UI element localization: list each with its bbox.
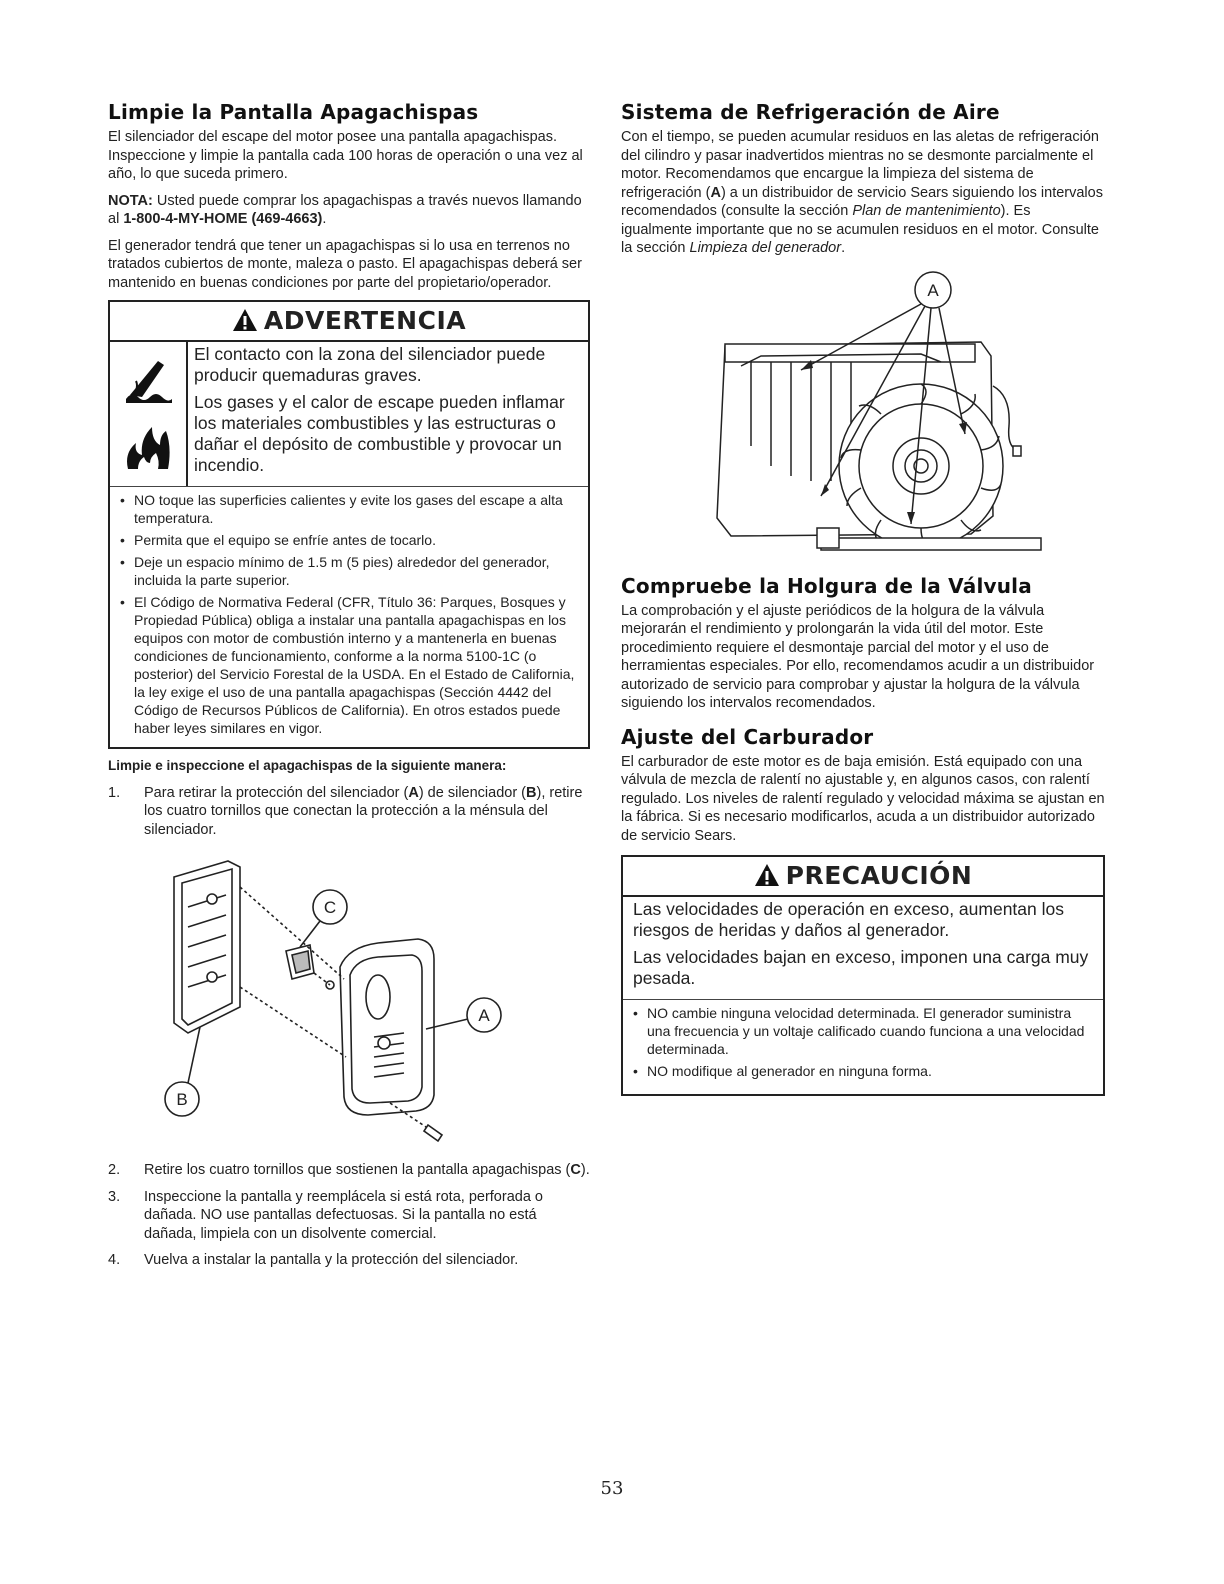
list-item: • El Código de Normativa Federal (CFR, Título 36: Parques, Bosques y Propiedad Pública) obliga a instalar una pantalla apagachispas en los equipos con motor de combustión interno y a mantenerla en buenas condiciones de funcionamiento, conforme a la norma 5100-1C (o posterior) del Servicio Forestal de la USDA. En el Estado de California, la ley exige el uso de una pantalla apagachispas (Sección 4442 del Código de Recursos Públicos de California). En otros estados puede haber leyes similares en vigor. — [120, 593, 582, 737]
left-column — [108, 100, 590, 1278]
step-number: 2. — [108, 1162, 121, 1178]
step-number: 3. — [108, 1188, 121, 1205]
step-ref: C — [570, 1162, 581, 1178]
spark-arrester-heading: Limpie la Pantalla Apagachispas — [108, 100, 479, 124]
warning-icons — [110, 342, 188, 486]
note-end: . — [322, 211, 327, 227]
figure-label-a: A — [927, 280, 939, 300]
step-1 — [108, 784, 590, 840]
figure-label-c: C — [323, 898, 337, 917]
carburetor-heading: Ajuste del Carburador — [621, 724, 874, 749]
warning-main — [110, 342, 588, 487]
step-3 — [108, 1188, 590, 1244]
engine-figure — [621, 266, 1105, 566]
muffler-diagram — [108, 847, 590, 1147]
note-label: NOTA: — [108, 192, 153, 209]
warning-triangle-icon — [754, 863, 780, 893]
step-text: ) de silenciador ( — [418, 784, 527, 801]
carburetor-paragraph: El carburador de este motor es de baja emisión. Está equipado con una válvula de mezcla de ralentí no ajustable y, en algunos casos, con ralentí regulado. Los niveles de ralentí regulado y velocidad máxima se ajustan en la fábrica. Si es necesario modificarlos, acuda a un distribuidor autorizado de servicio Sears. — [621, 753, 1105, 844]
hot-surface-icon — [122, 351, 174, 412]
cooling-system-heading: Sistema de Refrigeración de Aire — [621, 100, 1000, 124]
text-run: ) a un distribuidor de servicio Sears siguiendo los intervalos recomendados (consulte la sección — [621, 184, 1103, 219]
clean-steps-heading: Limpie e inspeccione el apagachispas de la siguiente manera: — [108, 758, 507, 773]
text-italic: Plan de mantenimiento — [852, 203, 1001, 219]
warning-header — [110, 302, 588, 342]
step-number: 4. — [108, 1252, 121, 1268]
text-ref: A — [710, 184, 721, 201]
warning-main-1: El contacto con la zona del silenciador puede producir quemaduras graves. — [194, 344, 546, 385]
cooling-system-paragraph — [621, 128, 1105, 258]
list-item: • NO modifique al generador en ninguna forma. — [633, 1062, 1097, 1080]
list-item: • NO cambie ninguna velocidad determinada. El generador suministra una frecuencia y un voltaje calificado cuando funciona a una velocidad determinada. — [633, 1004, 1097, 1058]
muffler-figure — [108, 847, 590, 1147]
right-column — [621, 100, 1105, 1104]
caution-main — [623, 897, 1103, 1000]
warning-heading: ADVERTENCIA — [263, 306, 467, 335]
caution-heading: PRECAUCIÓN — [785, 861, 973, 890]
figure-label-a: A — [478, 1006, 490, 1025]
note-text: Usted puede comprar los apagachispas a través nuevos llamando al — [108, 192, 582, 227]
note-paragraph — [108, 192, 590, 229]
caution-bullets — [623, 1000, 1103, 1094]
fire-icon — [122, 417, 174, 478]
valve-clearance-heading: Compruebe la Holgura de la Válvula — [621, 573, 1032, 598]
caution-box — [621, 855, 1105, 1096]
step-number: 1. — [108, 784, 121, 801]
text-run: ). Es igualmente importante que no se acumulen residuos en el motor. Consulte la sección — [621, 203, 1099, 256]
warning-box — [108, 300, 590, 749]
list-item: • NO toque las superficies calientes y evite los gases del escape a alta temperatura. — [120, 491, 582, 527]
step-text: ), retire los cuatro tornillos que conectan la protección a la ménsula del silenciador. — [144, 784, 583, 838]
step-ref: B — [526, 784, 537, 801]
figure-label-b: B — [176, 1090, 188, 1109]
list-item: • Permita que el equipo se enfríe antes de tocarlo. — [120, 531, 582, 549]
text-run: . — [841, 240, 846, 256]
warning-main-2: Los gases y el calor de escape pueden inflamar los materiales combustibles y las estructuras o dañar el depósito de combustible y provocar un incendio. — [194, 392, 565, 475]
spark-arrester-intro: El silenciador del escape del motor posee una pantalla apagachispas. Inspeccione y limpie la pantalla cada 100 horas de operación o una vez al año, lo que suceda primero. — [108, 129, 583, 182]
step-text: Inspeccione la pantalla y reemplácela si está rota, perforada o dañada. NO use pantallas defectuosas. Si la pantalla no está dañada, limpiela con un disolvente comercial. — [144, 1188, 543, 1242]
step-4 — [108, 1251, 590, 1270]
warning-bullets — [110, 487, 588, 747]
warning-main-text — [188, 342, 588, 486]
step-2 — [108, 1161, 590, 1180]
caution-main-1: Las velocidades de operación en exceso, aumentan los riesgos de heridas y daños al generador. — [633, 899, 1064, 940]
warning-triangle-icon — [232, 308, 258, 338]
text-italic: Limpieza del generador — [689, 240, 842, 256]
note-phone: 1-800-4-MY-HOME (469-4663) — [123, 211, 323, 227]
engine-diagram — [621, 266, 1105, 566]
step-text: Para retirar la protección del silenciador ( — [144, 784, 409, 801]
text-run: Con el tiempo, se pueden acumular residuos en las aletas de refrigeración del cilindro y pasar inadvertidos mientras no se desmonte parcialmente el motor. Recomendamos que encargue la limpieza del sistema de refrigeración ( — [621, 129, 1099, 201]
valve-clearance-paragraph: La comprobación y el ajuste periódicos de la holgura de la válvula mejorarán el rendimiento y prolongarán la vida útil del motor. Este procedimiento requiere el desmontaje parcial del motor y el uso de herramientas especiales. Por ello, recomendamos acudir a un distribuidor autorizado de servicio para comprobar y ajustar la holgura de la válvula siguiendo los intervalos recomendados. — [621, 602, 1095, 711]
page-number: 53 — [600, 1478, 624, 1499]
step-text: ). — [580, 1162, 590, 1178]
caution-main-text — [623, 897, 1103, 999]
step-text: Retire los cuatro tornillos que sostienen la pantalla apagachispas ( — [144, 1162, 571, 1178]
clean-steps — [108, 784, 590, 840]
spark-arrester-requirement: El generador tendrá que tener un apagachispas si lo usa en terrenos no tratados cubiertos de monte, maleza o pasto. El apagachispas deberá ser mantenido en buenas condiciones por parte del propietario/operador. — [108, 237, 582, 291]
step-ref: A — [408, 784, 419, 801]
caution-header — [623, 857, 1103, 897]
caution-main-2: Las velocidades bajan en exceso, imponen una carga muy pesada. — [633, 947, 1089, 988]
list-item: • Deje un espacio mínimo de 1.5 m (5 pies) alrededor del generador, incluida la parte superior. — [120, 553, 582, 589]
clean-steps-continued — [108, 1161, 590, 1270]
step-text: Vuelva a instalar la pantalla y la protección del silenciador. — [144, 1252, 519, 1268]
